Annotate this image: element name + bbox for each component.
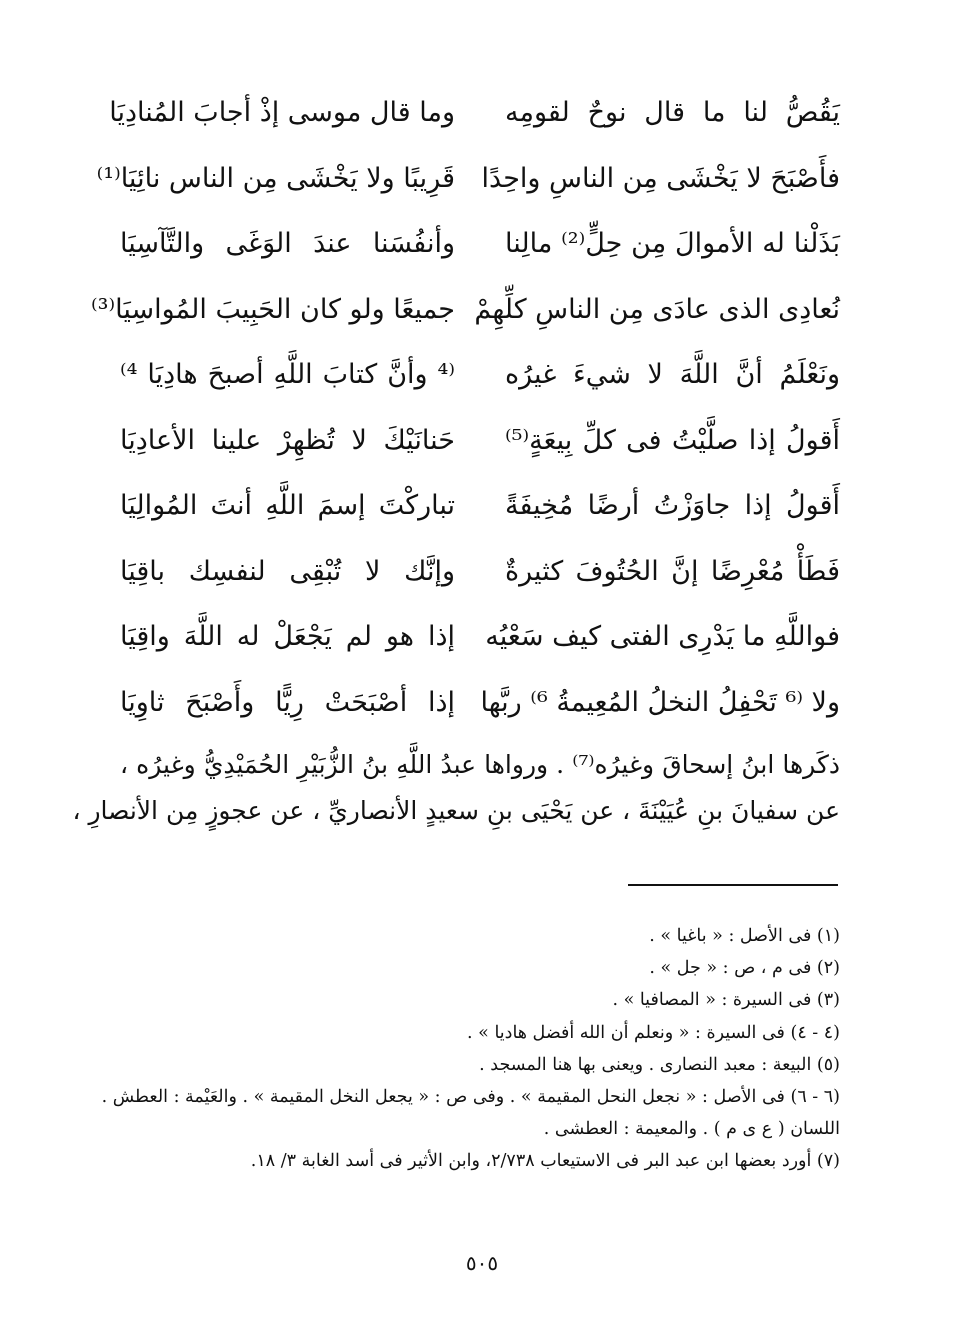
verse-row [120, 211, 840, 277]
footnote: (٣) فى السيرة : « المصافيا » . [612, 990, 840, 1011]
verse-row [109, 80, 840, 146]
verse-second-hemistich: وإنَّك لا تُبْقِى لنفسِك باقِيَا [120, 555, 455, 587]
prose-line: ذكَرها ابنُ إسحاقَ وغيرُه⁽⁷⁾ . ورواها عبدُ اللَّهِ بنُ الزُّبَيْرِ الحُمَيْدِيُّ وغيرُه ، [120, 750, 840, 779]
verse-first-hemistich: فَطَأْ مُعْرِضًا إنَّ الحُتُوفَ كثيرةٌ [505, 555, 840, 587]
verse-second-hemistich: حَنانَيْكَ لا تُظهِرْ علينا الأعادِيَا [120, 424, 455, 456]
footnote: (٤ - ٤) فى السيرة : « ونعلم أن الله أفضل هاديا » . [467, 1022, 840, 1043]
poem [91, 80, 840, 735]
verse-second-hemistich: وما قال موسى إذْ أجابَ المُنادِيَا [109, 97, 455, 129]
verse-first-hemistich: ولا ⁽⁶ تَحْفِلُ النخلُ المُعِيمةُ ⁶⁾ ربَّها [480, 686, 840, 718]
verse-first-hemistich: ونَعْلَمُ أنَّ اللَّهَ لا شيءَ غيرُه [505, 359, 840, 391]
verse-first-hemistich: بَذَلْنا له الأموالَ مِن حِلٍّ⁽²⁾ مالِنا [505, 228, 840, 260]
verse-second-hemistich: ⁽⁴ وأنَّ كتابَ اللَّهِ أصبحَ هادِيَا ⁴⁾ [120, 359, 455, 391]
verse-first-hemistich: أَقولُ إذا جاوَزْتُ أرضًا مُخِيفَةً [505, 490, 840, 522]
footnote: (٢) فى م ، ص : « جل » . [649, 958, 840, 979]
verse-second-hemistich: إذا هو لم يَجْعَلْ له اللَّهَ واقِيَا [120, 621, 455, 653]
footnote-divider [628, 884, 838, 886]
verse-row [120, 342, 840, 408]
footnote: (١) فى الأصل : « باغيا » . [649, 926, 840, 946]
verse-second-hemistich: إذا أصْبَحَتْ رِيًّا وأَصْبَحَ ثاوِيَا [120, 686, 455, 718]
page-number: ٥٠٥ [465, 1251, 499, 1275]
verse-second-hemistich: تباركْتَ إسمَ اللَّهِ أنتَ المُوالِيَا [120, 490, 455, 522]
prose-line: عن سفيانَ بنِ عُيَيْنَةَ ، عن يَحْيَى بنِ سعيدٍ الأنصاريِّ ، عن عجوزٍ مِن الأنصارِ ، [72, 796, 840, 825]
footnote: اللسان ( ع ى م ) . والمعيمة : العطشى . [543, 1119, 840, 1140]
verse-first-hemistich: يَقُصُّ لنا ما قال نوحٌ لقومِه [505, 97, 840, 129]
verse-second-hemistich: وأنفُسَنا عندَ الوَغَى والتَّآسِيَا [120, 228, 455, 260]
verse-first-hemistich: نُعادِى الذى عادَى مِن الناسِ كلِّهِمْ [474, 293, 840, 325]
prose-paragraph [72, 742, 840, 834]
verse-row [96, 146, 840, 212]
verse-second-hemistich: قَرِيبًا ولا يَخْشَى مِن الناس نائِيَا⁽¹⁾ [96, 162, 455, 194]
footnote: (٦ - ٦) فى الأصل : « نجعل النحل المقيمة » . وفى ص : « يجعل النخل المقيمة » . والعَيْمة : العطش . [101, 1087, 840, 1108]
verse-row [91, 277, 840, 343]
verse-first-hemistich: أَقولُ إذا صلَّيْتُ فى كلِّ بِيعَةٍ⁽⁵⁾ [505, 424, 840, 456]
verse-row [120, 604, 840, 670]
footnote: (٧) أورد بعضها ابن عبد البر فى الاستيعاب ٢/٧٣٨، وابن الأثير فى أسد الغابة ٣/ ١٨. [250, 1151, 840, 1172]
verse-first-hemistich: فواللَّهِ ما يَدْرِى الفتى كيف سَعْيُه [485, 621, 840, 653]
verse-row [120, 473, 840, 539]
verse-row [120, 670, 840, 736]
verse-first-hemistich: فأَصْبَحَ لا يَخْشَى مِن الناسِ واحِدًا [481, 162, 840, 194]
verse-row [120, 408, 840, 474]
verse-row [120, 539, 840, 605]
footnotes [101, 920, 840, 1178]
footnote: (٥) البيعة : معبد النصارى . ويعنى بها هنا المسجد . [479, 1054, 840, 1075]
verse-second-hemistich: جميعًا ولو كان الحَبِيبَ المُواسِيَا⁽³⁾ [91, 293, 455, 325]
